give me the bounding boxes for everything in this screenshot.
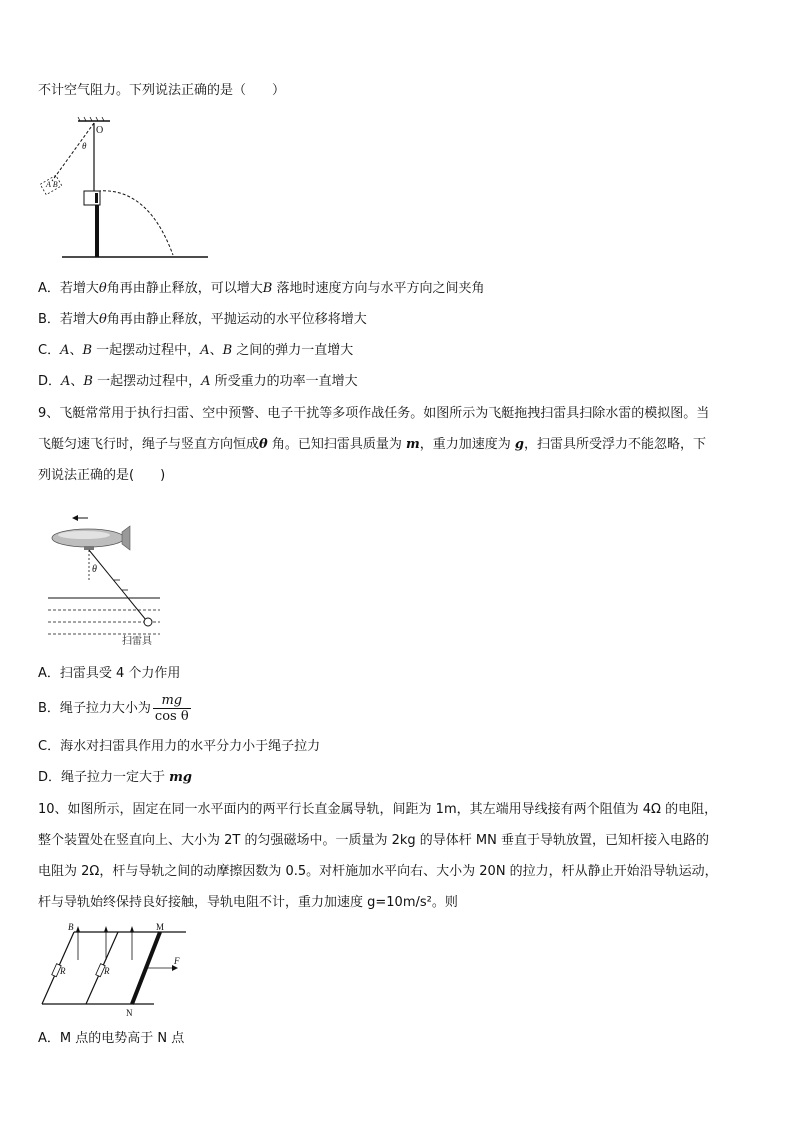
q10-fig-f-label: F — [174, 956, 180, 966]
option-text: 落地时速度方向与水平方向之间夹角 — [272, 281, 485, 296]
separator: 、 — [209, 343, 223, 358]
var-mg: mg — [169, 770, 193, 785]
var-a: A — [201, 374, 211, 389]
theta-symbol: θ — [98, 281, 107, 296]
q10-fig-m-label: M — [156, 922, 165, 932]
option-label: B． — [38, 312, 60, 327]
q10-rails-figure — [38, 922, 198, 1022]
q9-option-b — [38, 693, 191, 725]
fraction-mg-over-cos — [153, 693, 191, 724]
var-a: A — [200, 343, 210, 358]
q10-stem-line2: 整个装置处在竖直向上、大小为 2T 的匀强磁场中。一质量为 2kg 的导体杆 MN 垂直于导轨放置，已知杆接入电路的 — [38, 833, 709, 848]
separator: 、 — [69, 343, 83, 358]
theta-symbol: θ — [259, 437, 268, 452]
var-b: B — [83, 374, 93, 389]
var-b: B — [82, 343, 93, 358]
q9-option-a: A．扫雷具受 4 个力作用 — [38, 666, 181, 681]
q8-option-c — [38, 342, 353, 360]
option-text: B．绳子拉力大小为 — [38, 701, 151, 716]
q9-airship-figure — [38, 508, 178, 648]
var-m: m — [405, 437, 420, 452]
q9-stem-line2 — [38, 436, 706, 454]
option-text: 之间的弹力一直增大 — [232, 343, 354, 358]
q9-stem-line1: 9、飞艇常常用于执行扫雷、空中预警、电子干扰等多项作战任务。如图所示为飞艇拖拽扫雷具扫除水雷的模拟图。当 — [38, 406, 710, 421]
option-label: D． — [38, 374, 62, 389]
stem-text: 角。已知扫雷具质量为 — [267, 437, 406, 452]
q10-fig-r1-label: R — [60, 966, 66, 976]
option-text: D．绳子拉力一定大于 — [38, 770, 170, 785]
stem-text: 飞艇匀速飞行时，绳子与竖直方向恒成 — [38, 437, 260, 452]
option-text: 若增大 — [59, 281, 99, 296]
q8-fig-theta-label: θ — [82, 141, 87, 151]
var-g: g — [514, 437, 524, 452]
q8-pendulum-figure — [38, 115, 218, 265]
option-text: 角再由静止释放，平抛运动的水平位移将增大 — [106, 312, 367, 327]
q8-option-b — [38, 311, 367, 329]
q10-stem-line1: 10、如图所示，固定在同一水平面内的两平行长直金属导轨，间距为 1m，其左端用导线接有两个阻值为 4Ω 的电阻， — [38, 802, 718, 817]
option-text: 角再由静止释放，可以增大 — [106, 281, 263, 296]
stem-text: ，扫雷具所受浮力不能忽略，下 — [523, 437, 706, 452]
q10-fig-b-label: B — [68, 922, 74, 932]
q9-option-c: C．海水对扫雷具作用力的水平分力小于绳子拉力 — [38, 739, 321, 754]
q8-fig-ab-label: A B — [46, 180, 58, 189]
separator: 、 — [70, 374, 84, 389]
q8-fig-o-label: O — [96, 125, 104, 136]
option-text: 一起摆动过程中， — [92, 374, 202, 389]
option-text: 所受重力的功率一直增大 — [210, 374, 358, 389]
option-label: C． — [38, 343, 61, 358]
q10-fig-n-label: N — [126, 1008, 133, 1018]
q9-stem-line3: 列说法正确的是( ) — [38, 468, 166, 483]
q10-fig-r2-label: R — [104, 966, 110, 976]
q8-stem-tail: 不计空气阻力。下列说法正确的是（ ） — [38, 83, 286, 98]
fraction-numerator: mg — [153, 693, 191, 709]
q8-option-d — [38, 373, 358, 391]
q8-option-a — [38, 280, 484, 298]
stem-text: ，重力加速度为 — [419, 437, 515, 452]
option-text: 若增大 — [59, 312, 99, 327]
option-label: A． — [38, 281, 60, 296]
option-text: 一起摆动过程中， — [92, 343, 201, 358]
q9-fig-minesweeper-label: 扫雷具 — [122, 636, 152, 647]
theta-symbol: θ — [98, 312, 107, 327]
var-b: B — [262, 281, 273, 296]
q9-fig-theta-label: θ — [92, 564, 97, 575]
q10-stem-line4: 杆与导轨始终保持良好接触，导轨电阻不计，重力加速度 g=10m/s²。则 — [38, 895, 458, 910]
q10-stem-line3: 电阻为 2Ω，杆与导轨之间的动摩擦因数为 0.5。对杆施加水平向右、大小为 20N 的拉力，杆从静止开始沿导轨运动， — [38, 864, 718, 879]
fraction-denominator: cos θ — [154, 709, 189, 724]
var-a: A — [60, 343, 70, 358]
var-b: B — [222, 343, 233, 358]
q9-option-d — [38, 769, 192, 787]
q10-option-a: A．M 点的电势高于 N 点 — [38, 1031, 185, 1046]
var-a: A — [61, 374, 71, 389]
